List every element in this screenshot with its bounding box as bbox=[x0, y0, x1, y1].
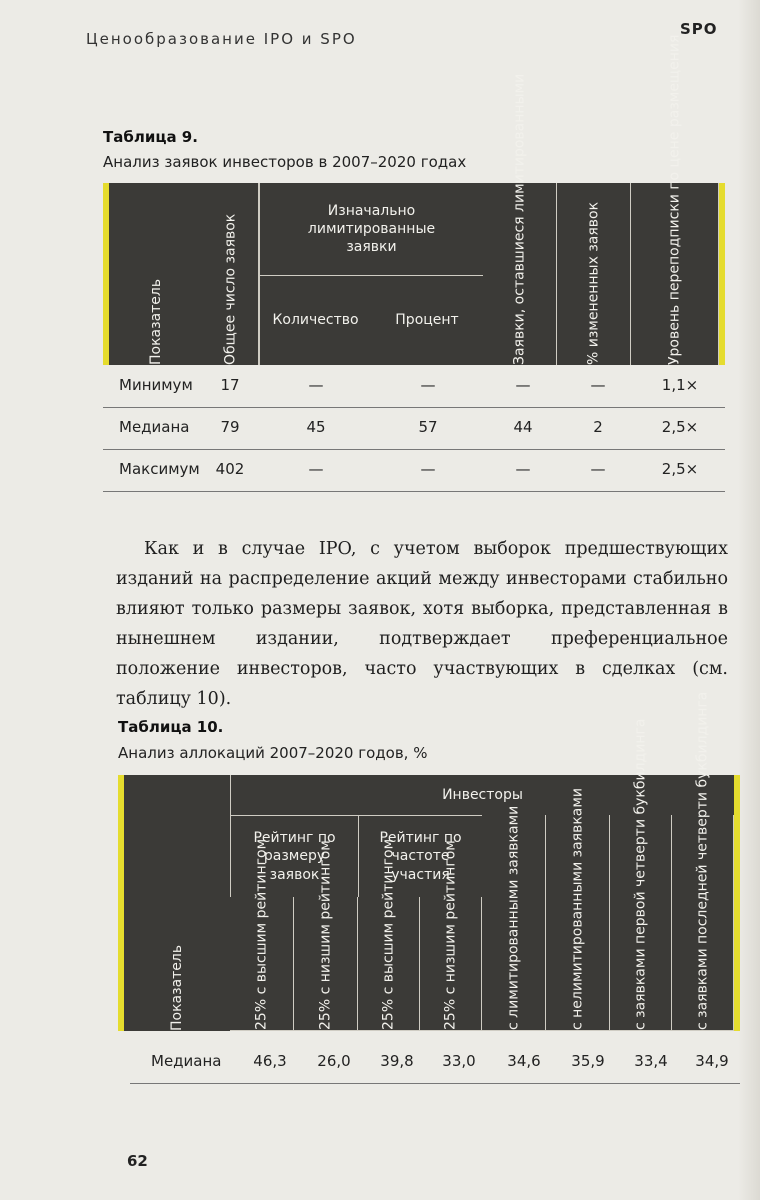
table-cell: 2,5× bbox=[661, 460, 699, 478]
table-cell: — bbox=[420, 460, 436, 478]
table10-header-rank-freq: Рейтинг по частоте участия bbox=[358, 815, 482, 897]
table10-title: Таблица 10. bbox=[118, 718, 224, 736]
table9-header-remaining: Заявки, оставшиеся лимитированными bbox=[483, 183, 557, 365]
table-cell: 44 bbox=[513, 418, 533, 436]
table10-header-first-quarter: с заявками первой четверти букбилдинга bbox=[610, 815, 672, 1031]
page-gutter-shadow bbox=[738, 0, 760, 1200]
table-cell: — bbox=[590, 376, 606, 394]
table-cell: 34,6 bbox=[507, 1052, 541, 1070]
table10-header-low-size: 25% с низшим рейтингом bbox=[294, 897, 358, 1031]
table9-header-percent: Процент bbox=[371, 275, 483, 365]
table10-header-unlimited: с нелимитированными заявками bbox=[546, 815, 610, 1031]
table9-subtitle: Анализ заявок инвесторов в 2007–2020 годах bbox=[103, 153, 467, 171]
table10-header-investors: Инвесторы bbox=[230, 775, 734, 815]
table-cell: 33,0 bbox=[442, 1052, 476, 1070]
table-row bbox=[103, 376, 725, 400]
table10-header-top-size: 25% с высшим рейтингом bbox=[230, 897, 294, 1031]
table-row bbox=[103, 460, 725, 484]
table10-header-top-freq: 25% с высшим рейтингом bbox=[358, 897, 420, 1031]
running-title: Ценообразование IPO и SPO bbox=[86, 30, 357, 48]
body-paragraph: Как и в случае IPO, с учетом выборок предшествующих изданий на распределение акций между инвесторами стабильно влияют только размеры заявок, хотя выборка, представленная в нынешнем издании, подтверждает преференциальное положение инвесторов, часто участвующих в сделках (см. таблицу 10). bbox=[116, 539, 728, 709]
table-cell: 2,5× bbox=[661, 418, 699, 436]
table9-header-oversub: Уровень переподписки по цене размещения bbox=[631, 183, 719, 365]
table-cell: 26,0 bbox=[317, 1052, 351, 1070]
table10-header-last-quarter: с заявками последней четверти букбилдинга bbox=[672, 815, 734, 1031]
table9-row-divider bbox=[103, 407, 725, 408]
row-label: Минимум bbox=[119, 376, 193, 394]
table-cell: 34,9 bbox=[695, 1052, 729, 1070]
table9-title: Таблица 9. bbox=[103, 128, 198, 146]
table10-subtitle: Анализ аллокаций 2007–2020 годов, % bbox=[118, 744, 428, 762]
table10-header-low-freq: 25% с низшим рейтингом bbox=[420, 897, 482, 1031]
table9-header-count: Количество bbox=[259, 275, 371, 365]
table10-bottom-rule bbox=[130, 1083, 740, 1084]
table-cell: 2 bbox=[593, 418, 603, 436]
table-cell: — bbox=[515, 460, 531, 478]
table10-header-indicator: Показатель bbox=[168, 944, 185, 1031]
table-cell: 35,9 bbox=[571, 1052, 605, 1070]
row-label: Медиана bbox=[151, 1052, 222, 1070]
table-row bbox=[103, 418, 725, 442]
table-cell: 39,8 bbox=[380, 1052, 414, 1070]
table-cell: 57 bbox=[418, 418, 438, 436]
table9-header-total: Общее число заявок bbox=[203, 183, 259, 365]
table9-row-divider bbox=[103, 449, 725, 450]
table-cell: — bbox=[590, 460, 606, 478]
page-number: 62 bbox=[127, 1152, 148, 1170]
table-cell: 1,1× bbox=[661, 376, 699, 394]
table9-header-changed: % измененных заявок bbox=[557, 183, 631, 365]
table10-header-limited: с лимитированными заявками bbox=[482, 815, 546, 1031]
table-cell: — bbox=[308, 460, 324, 478]
table-cell: 79 bbox=[220, 418, 240, 436]
table-cell: 45 bbox=[306, 418, 326, 436]
table10-header-rank-size: Рейтинг по размеру заявок bbox=[230, 815, 358, 897]
table-cell: — bbox=[420, 376, 436, 394]
table-cell: 33,4 bbox=[634, 1052, 668, 1070]
row-label: Максимум bbox=[119, 460, 200, 478]
section-tag: SPO bbox=[680, 20, 718, 38]
table-cell: 402 bbox=[215, 460, 245, 478]
table-cell: 17 bbox=[220, 376, 240, 394]
table-cell: — bbox=[308, 376, 324, 394]
table9-header-indicator: Показатель bbox=[147, 278, 164, 365]
table-cell: 46,3 bbox=[253, 1052, 287, 1070]
table9-bottom-rule bbox=[103, 491, 725, 492]
table-row bbox=[118, 1052, 740, 1076]
table-cell: — bbox=[515, 376, 531, 394]
table9-header-limited-group: Изначально лимитированные заявки bbox=[259, 183, 483, 275]
row-label: Медиана bbox=[119, 418, 190, 436]
